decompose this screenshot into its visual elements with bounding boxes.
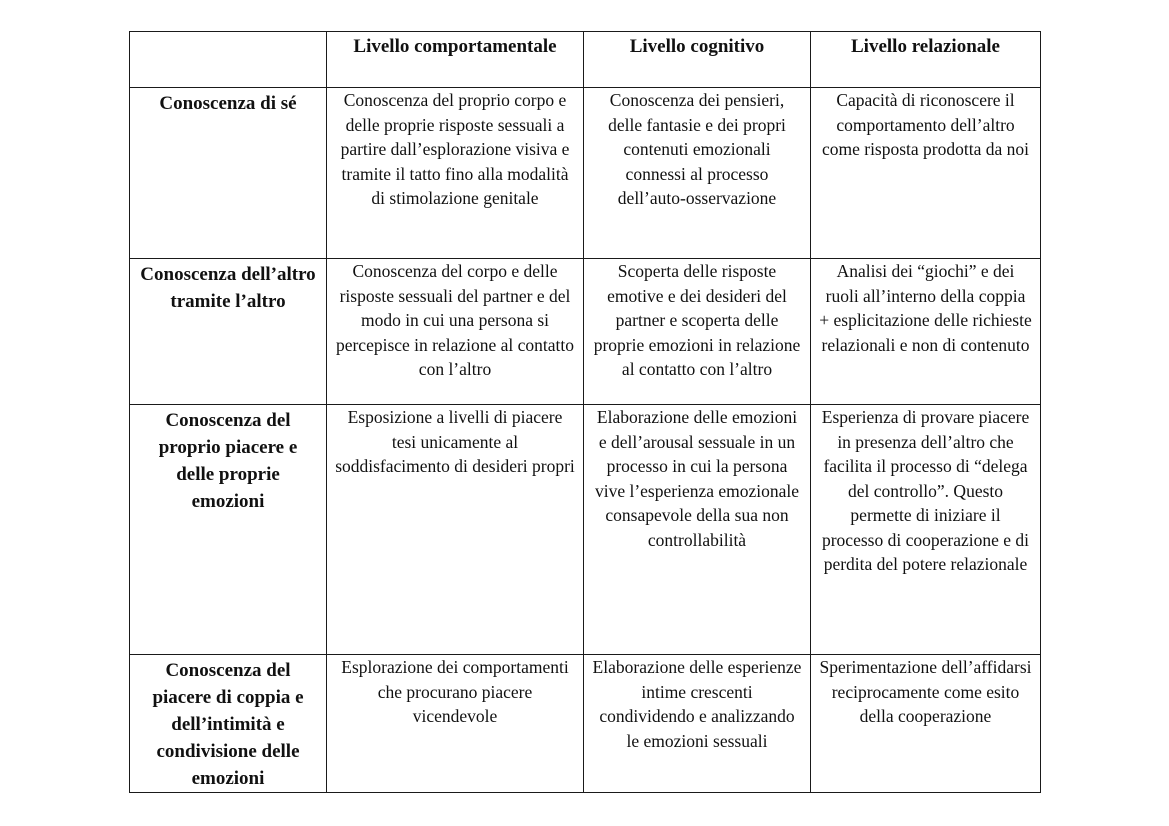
table-row	[130, 88, 1041, 259]
table-cell: Esperienza di provare piacere in presenza dell’altro che facilita il processo di “delega del controllo”. Questo permette di iniziare il processo di cooperazione e di perdita del potere relazionale	[811, 405, 1041, 655]
table-cell: Capacità di riconoscere il comportamento dell’altro come risposta prodotta da noi	[811, 88, 1041, 259]
table-cell: Conoscenza del proprio corpo e delle proprie risposte sessuali a partire dall’esplorazione visiva e tramite il tatto fino alla modalità di stimolazione genitale	[327, 88, 584, 259]
row-label: Conoscenza del proprio piacere e delle proprie emozioni	[130, 405, 327, 655]
table-header-row	[130, 32, 1041, 88]
knowledge-levels-table	[129, 31, 1041, 793]
table-cell: Scoperta delle risposte emotive e dei desideri del partner e scoperta delle proprie emozioni in relazione al contatto con l’altro	[584, 259, 811, 405]
table-cell: Elaborazione delle emozioni e dell’arousal sessuale in un processo in cui la persona vive l’esperienza emozionale consapevole della sua non controllabilità	[584, 405, 811, 655]
table-cell: Conoscenza dei pensieri, delle fantasie e dei propri contenuti emozionali connessi al processo dell’auto-osservazione	[584, 88, 811, 259]
header-livello-cognitivo: Livello cognitivo	[584, 32, 811, 88]
header-livello-relazionale: Livello relazionale	[811, 32, 1041, 88]
table-cell: Esposizione a livelli di piacere tesi unicamente al soddisfacimento di desideri propri	[327, 405, 584, 655]
row-label: Conoscenza del piacere di coppia e dell’intimità e condivisione delle emozioni	[130, 655, 327, 793]
table-row	[130, 259, 1041, 405]
header-livello-comportamentale: Livello comportamentale	[327, 32, 584, 88]
table-cell: Esplorazione dei comportamenti che procurano piacere vicendevole	[327, 655, 584, 793]
table-row	[130, 655, 1041, 793]
table-cell: Analisi dei “giochi” e dei ruoli all’interno della coppia + esplicitazione delle richieste relazionali e non di contenuto	[811, 259, 1041, 405]
table-cell: Sperimentazione dell’affidarsi reciprocamente come esito della cooperazione	[811, 655, 1041, 793]
table-row	[130, 405, 1041, 655]
header-empty-cell	[130, 32, 327, 88]
table-cell: Conoscenza del corpo e delle risposte sessuali del partner e del modo in cui una persona si percepisce in relazione al contatto con l’altro	[327, 259, 584, 405]
row-label: Conoscenza dell’altro tramite l’altro	[130, 259, 327, 405]
row-label: Conoscenza di sé	[130, 88, 327, 259]
table-cell: Elaborazione delle esperienze intime crescenti condividendo e analizzando le emozioni sessuali	[584, 655, 811, 793]
